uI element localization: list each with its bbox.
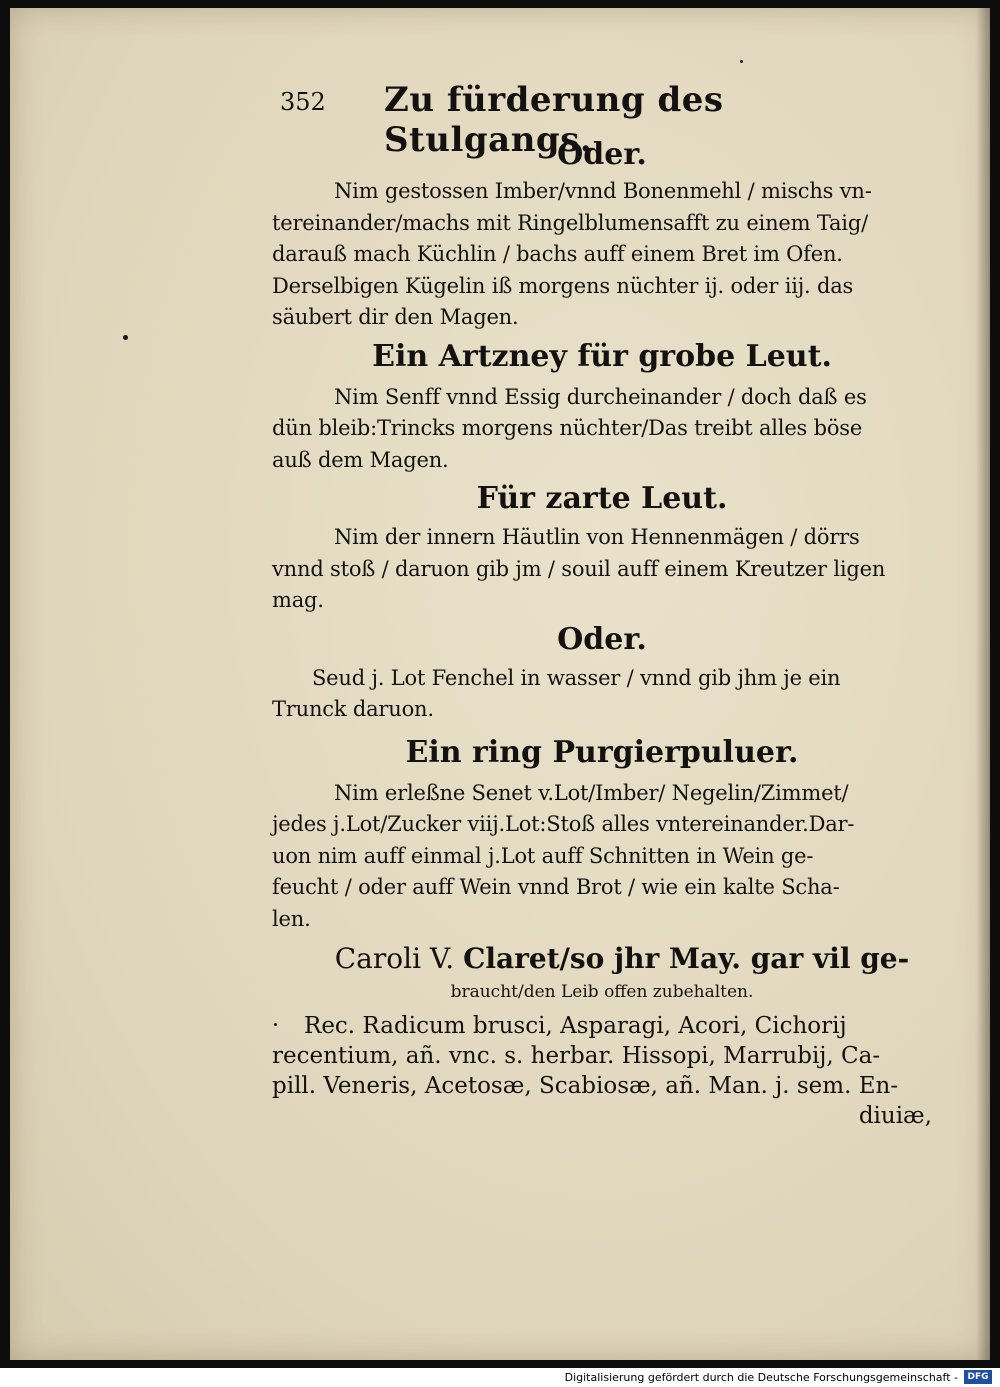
section-body [272,778,932,936]
section-body [272,382,932,477]
text-line: auß dem Magen. [272,447,449,472]
section-heading: Ein ring Purgierpuluer. [405,734,799,770]
text-line: recentium, añ. vnc. s. herbar. Hissopi, Marrubij, Ca- [272,1043,881,1069]
recipe-caption [272,939,932,979]
section-heading: Oder. [557,621,647,657]
text-line: Nim der innern Häutlin von Hennenmägen / dörrs [334,525,860,549]
text-line: dün bleib:Trincks morgens nüchter/Das treibt alles böse [272,416,863,440]
text-line: len. [272,906,311,931]
running-head: Zu fürderung des Stulgangs. [384,80,724,160]
section-body [272,663,932,726]
section-body [272,522,932,617]
text-line: Nim Senff vnnd Essig durcheinander / doch daß es [334,384,867,409]
catchword: diuiæ, [858,1103,932,1129]
page-text [272,78,932,1131]
recipe-caption-latin: Caroli V. [334,942,455,975]
text-line: feucht / oder auff Wein vnnd Brot / wie ein kalte Scha- [272,875,840,899]
section-heading: Für zarte Leut. [476,481,728,516]
text-line: Nim gestossen Imber/vnnd Bonenmehl / mischs vn- [334,179,872,203]
ink-speck [740,60,743,63]
funding-credit: Digitalisierung gefördert durch die Deutsche Forschungsgemeinschaft - [564,1371,958,1384]
text-line: uon nim auff einmal j.Lot auff Schnitten in Wein ge- [272,843,814,868]
recipe-caption-german: Claret/so jhr May. gar vil ge- [463,942,910,975]
text-line: säubert dir den Magen. [272,305,519,329]
section-body [272,176,932,334]
section-heading: Ein Artzney für grobe Leut. [372,338,832,374]
text-line: Trunck daruon. [272,697,434,721]
recipe-caption-subline: braucht/den Leib offen zubehalten. [450,982,754,1002]
text-line: Seud j. Lot Fenchel in wasser / vnnd gib jhm je ein [312,665,841,690]
text-line: Derselbigen Kügelin iß morgens nüchter ij. oder iij. das [272,273,854,298]
text-line: vnnd stoß / daruon gib jm / souil auff einem Kreutzer ligen [272,556,886,581]
digitization-footer [0,1368,1000,1387]
text-line: tereinander/machs mit Ringelblumensafft zu einem Taig/ [272,210,868,235]
dfg-logo: DFG [964,1370,992,1384]
text-line: pill. Veneris, Acetosæ, Scabiosæ, añ. Man. j. sem. En- [272,1073,899,1099]
text-line: darauß mach Küchlin / bachs auff einem Bret im Ofen. [272,242,843,266]
text-line: Nim erleßne Senet v.Lot/Imber/ Negelin/Zimmet/ [334,780,849,805]
text-line: mag. [272,588,324,612]
text-line: Rec. Radicum brusci, Asparagi, Acori, Cichorij [304,1013,847,1039]
ink-speck [123,335,128,340]
section-heading: Oder. [557,137,647,172]
recipe-body [272,1011,932,1131]
text-line: jedes j.Lot/Zucker viij.Lot:Stoß alles vntereinander.Dar- [272,812,855,836]
page-number: 352 [280,88,326,116]
